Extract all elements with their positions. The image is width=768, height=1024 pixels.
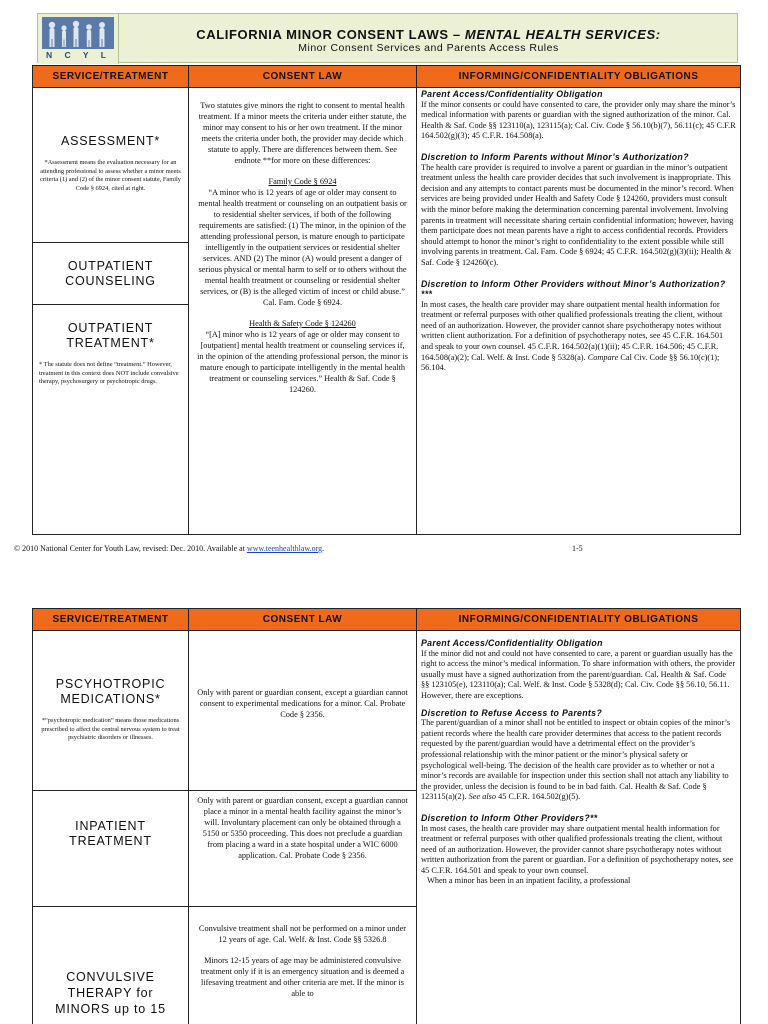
service-outpatient-counseling xyxy=(33,243,189,305)
ncyl-logo xyxy=(38,14,119,64)
footer-link[interactable]: www.teenhealthlaw.org xyxy=(246,544,323,553)
info-heading: Parent Access/Confidentiality Obligation xyxy=(421,89,603,99)
column-header-service: SERVICE/TREATMENT xyxy=(33,609,189,631)
logo-letters: N C Y L xyxy=(46,50,111,60)
consent-law-cell xyxy=(189,907,417,1024)
service-convulsive-therapy xyxy=(33,907,189,1024)
info-heading: Discretion to Refuse Access to Parents? xyxy=(421,707,603,718)
service-name: OUTPATIENT COUNSELING xyxy=(65,259,156,288)
column-header-consent: CONSENT LAW xyxy=(189,609,417,631)
family-code-heading: Family Code § 6924 xyxy=(268,177,337,186)
service-inpatient-treatment xyxy=(33,791,189,907)
consent-table-1 xyxy=(32,65,741,535)
consent-text: Minors 12-15 years of age may be administered convulsive treatment only if it is an emergency situation and is deemed a lifesaving treatment and other criteria are met. If the minor is able to xyxy=(200,956,405,998)
children-silhouette-icon xyxy=(42,17,114,49)
info-heading: Discretion to Inform Other Providers without Minor’s Authorization?*** xyxy=(421,278,726,300)
service-assessment xyxy=(33,88,189,243)
info-text: In most cases, the health care provider may share outpatient mental health information for treatment or referral purposes with other qualified professionals treating the client, without need of an authorization. However, the provider cannot share psychotherapy notes without written client authorization. For a definition of psychotherapy notes, see 45 C.F.R. 164.501 and speak to your own counsel. 45 C.F.R. 164.502(a)(1)(ii); 45 C.F.R. 164.506; 45 C.F.R. 164.508(a)(2); Cal. Welf. & Inst. Code § 5328(a). Compare Cal Civ. Code §§ 56.10(c)(1); 56.104. xyxy=(421,299,724,373)
info-text-continued: When a minor has been in an inpatient facility, a professional xyxy=(427,876,631,886)
service-note: * The statute does not define “treatment.” However, treatment in this context does NOT include convulsive therapy, psychosurgery or psychotropic drugs. xyxy=(39,361,179,386)
consent-table-2 xyxy=(32,608,741,1024)
service-note: *“psychotropic medication” means those medications prescribed to affect the central nervous system to treat psychiatric disorders or illnesses. xyxy=(41,717,180,742)
service-psychotropic-medications xyxy=(33,631,189,791)
page-subtitle: Minor Consent Services and Parents Access Rules xyxy=(298,42,559,54)
title-italic: MENTAL HEALTH SERVICES: xyxy=(464,27,661,42)
info-text: The health care provider is required to involve a parent or guardian in the minor’s outpatient treatment unless the health care provider decides that such involvement is inappropriate. This decision and any attempts to contact parents must be documented in the minor’s record. When services are being provided under Health and Safety Code § 124260, providers must consult with the minor before making the determination concerning parental involvement. Involving parents in treatment will necessitate sharing certain confidential information; however, having them participate does not mean parents have a right to access confidential records. Providers should attempt to honor the minor’s right to confidentiality to the extent possible while still involving parents in treatment. Cal. Fam. Code § 6924; 45 C.F.R. 164.502(g)(3)(ii); Health & Saf. Code § 124260(c). xyxy=(421,162,734,267)
informing-cell xyxy=(417,631,741,1024)
column-header-informing: INFORMING/CONFIDENTIALITY OBLIGATIONS xyxy=(417,609,741,631)
service-name: ASSESSMENT* xyxy=(60,134,161,148)
service-note: *Assessment means the evaluation necessary for an attending professional to assess whether a minor meets criteria (1) and (2) of the minor consent statute, Family Code § 6924, cited at right. xyxy=(40,159,181,192)
health-safety-text: “[A] minor who is 12 years of age or older may consent to [outpatient] mental health treatment or counseling services if, in the opinion of the attending professional person, the minor is mature enough to participate intelligently in the mental health treatment or counseling services.” Health & Saf. Code § 124260. xyxy=(197,330,408,394)
family-code-text: “A minor who is 12 years of age or older may consent to mental health treatment or counseling on an outpatient basis or to residential shelter services, if both of the following requirements are satisfied: (1) The minor, in the opinion of the attending professional person, is mature enough to participate intelligently in the outpatient services or residential shelter services. AND (2) The minor (A) would present a danger of serious physical or mental harm to self or to others without the mental health treatment or counseling or residential shelter services, or (B) is the alleged victim of incest or child abuse.” Cal. Fam. Code § 6924. xyxy=(198,188,407,307)
page-footer: © 2010 National Center for Youth Law, revised: Dec. 2010. Available at www.teenhealthlaw.org. 1-5 xyxy=(14,544,583,553)
service-name: CONVULSIVE THERAPY for MINORS up to 15 xyxy=(55,970,166,1016)
info-text: If the minor did not and could not have consented to care, a parent or guardian usually has the right to access the minor’s medical information. To share information with others, the provider usually must have a signed authorization from the parent/guardian. Cal. Health & Saf. Code §§ 123105(e), 123110(a); Cal. Welf. & Inst. Code § 5328(d); Cal. Civ. Code §§ 56.10, 56.11. However, there are exceptions. xyxy=(421,648,736,700)
consent-law-cell xyxy=(189,88,417,535)
informing-cell xyxy=(417,88,741,535)
column-header-service: SERVICE/TREATMENT xyxy=(33,66,189,88)
service-outpatient-treatment xyxy=(33,305,189,535)
service-name: INPATIENT TREATMENT xyxy=(69,819,152,848)
consent-law-cell: Only with parent or guardian consent, except a guardian cannot consent to experimental medications for a minor. Cal. Probate Code § 2356. xyxy=(189,631,417,791)
info-heading: Parent Access/Confidentiality Obligation xyxy=(421,638,603,648)
column-header-informing: INFORMING/CONFIDENTIALITY OBLIGATIONS xyxy=(417,66,741,88)
info-text: In most cases, the health care provider may share outpatient mental health information for treatment or referral purposes with other qualified professionals treating the client, without need of an authorization. However, the provider cannot share psychotherapy notes without written authorization from the parent or guardian. For a definition of psychotherapy notes, see 45 C.F.R. 164.501 and speak to your own counsel. xyxy=(421,823,734,875)
health-safety-heading: Health & Safety Code § 124260 xyxy=(249,319,356,328)
service-name: PSCYHOTROPIC MEDICATIONS* xyxy=(55,677,166,706)
page-title xyxy=(120,27,737,42)
info-heading: Discretion to Inform Other Providers?** xyxy=(421,812,598,823)
consent-law-cell: Only with parent or guardian consent, except a guardian cannot place a minor in a mental health facility against the minor’s will. Involuntary placement can only be obtained through a 5150 or 5350 proceeding. This does not preclude a guardian from placing a ward in a state hospital under a WIC 6000 application. Cal. Probate Code § 2356. xyxy=(189,791,417,907)
info-text: If the minor consents or could have consented to care, the provider only may share the minor’s medical information with parents or guardian with the signed authorization of the minor. Cal. Health & Saf. Code §§ 123110(a), 123115(a); Cal. Civ. Code § 56.10(b)(7), 56.11(c); 45 C.F.R 164.502(g)(3); 45 C.F.R. 164.508(a). xyxy=(421,99,736,141)
service-name: OUTPATIENT TREATMENT* xyxy=(66,321,155,350)
page-header xyxy=(37,13,738,63)
consent-intro: Two statutes give minors the right to consent to mental health treatment. If a minor meets the criteria under either statute, the minor may consent to his or her own treatment. If the minor meets the criteria under both, the provider may decide which statute to apply. There are differences between them. See endnote **for more on these differences: xyxy=(198,101,407,165)
column-header-consent: CONSENT LAW xyxy=(189,66,417,88)
compare-label: Compare xyxy=(587,352,619,362)
info-text: The parent/guardian of a minor shall not be entitled to inspect or obtain copies of the minor’s patient records where the health care provider determines that access to the patient records requested by the parent/guardian would have a detrimental effect on the provider’s professional relationship with the minor patient or the minor’s physical safety or psychological well-being. The decision of the health care provider as to whether or not a minor’s records are available for inspection under this section shall not attach any liability to the provider, unless the decision is found to be in bad faith. Cal. Health & Saf. Code § 123115(a)(2). See also 45 C.F.R. 164.502(g)(5). xyxy=(421,718,731,802)
see-also-label: See also xyxy=(468,792,497,802)
footer-text: © 2010 National Center for Youth Law, revised: Dec. 2010. Available at xyxy=(14,544,245,553)
info-heading: Discretion to Inform Parents without Minor’s Authorization? xyxy=(421,151,689,162)
consent-text: Convulsive treatment shall not be performed on a minor under 12 years of age. Cal. Welf. & Inst. Code §§ 5326.8 xyxy=(198,924,407,944)
title-main: CALIFORNIA MINOR CONSENT LAWS – xyxy=(196,27,461,42)
page-number: 1-5 xyxy=(572,544,583,553)
